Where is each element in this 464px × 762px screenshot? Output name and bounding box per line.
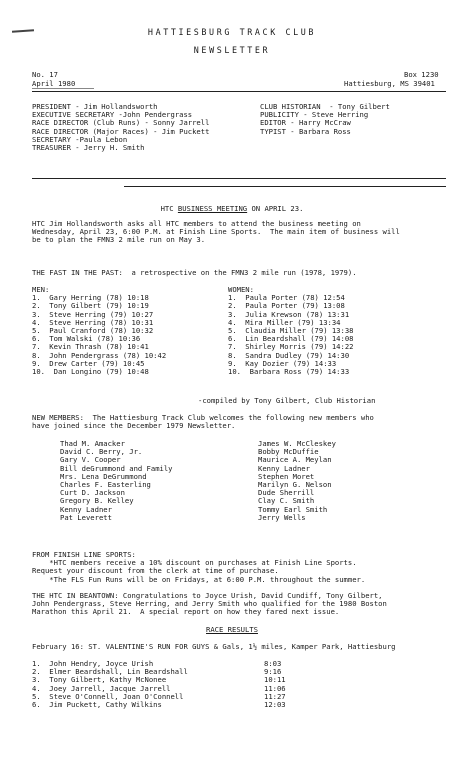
officer-line: TREASURER - Jerry H. Smith: [32, 142, 145, 152]
men-label: MEN:: [32, 285, 50, 294]
race-result-row: 6. Jim Puckett, Cathy Wilkins: [32, 699, 162, 709]
header-rule-bottom: [124, 186, 446, 187]
result-row: 8. Sandra Dudley (79) 14:30: [228, 350, 350, 360]
result-row: 7. Kevin Thrash (78) 10:41: [32, 342, 149, 352]
race-result-row: 4. Joey Jarrell, Jacque Jarrell: [32, 683, 171, 693]
race-result-row: 2. Elmer Beardshall, Lin Beardshall: [32, 667, 188, 677]
issue-date: April 1980: [32, 79, 76, 88]
member-name: David C. Berry, Jr.: [60, 447, 143, 457]
header-rule-top: [32, 91, 446, 92]
member-name: Thad M. Amacker: [60, 439, 125, 448]
officer-line: RACE DIRECTOR (Major Races) - Jim Puckett: [32, 126, 210, 136]
officer-line: EDITOR - Harry McCraw: [260, 118, 351, 128]
officer-line: SECRETARY -Paula Lebon: [32, 134, 128, 144]
result-row: 2. Tony Gilbert (79) 10:19: [32, 301, 149, 311]
member-name: Bobby McDuffie: [258, 447, 319, 457]
header-rule-mid: [32, 178, 446, 179]
officer-line: PRESIDENT - Jim Hollandsworth: [32, 102, 158, 111]
member-name: Stephen Moret: [258, 471, 315, 481]
member-name: Maurice A. Meylan: [258, 455, 332, 465]
fast-past-heading: THE FAST IN THE PAST: a retrospective on the FMN3 2 mile run (1978, 1979).: [32, 268, 357, 277]
race-result-row: 5. Steve O'Connell, Joan O'Connell: [32, 691, 184, 701]
finish-line-section: FROM FINISH LINE SPORTS: *HTC members receive a 10% discount on purchases at Finish Line Sports. Request your discount from the clerk at time of purchase. *The FLS Fun Runs will be on Fridays, at 6:00 P.M. throughout the summer.: [32, 550, 366, 584]
member-name: Clay C. Smith: [258, 496, 315, 506]
po-box: Box 1230: [404, 70, 439, 79]
race-result-row: 3. Tony Gilbert, Kathy McNonee: [32, 675, 167, 685]
member-name: Jerry Wells: [258, 512, 306, 522]
member-name: Gregory B. Kelley: [60, 496, 134, 506]
officer-line: RACE DIRECTOR (Club Runs) - Sonny Jarrell: [32, 118, 210, 128]
race-time: 11:27: [264, 691, 286, 701]
member-name: Curt D. Jackson: [60, 488, 125, 498]
member-name: Kenny Ladner: [258, 463, 310, 473]
member-name: Marilyn G. Nelson: [258, 479, 332, 489]
race-time: 11:06: [264, 683, 286, 693]
historian-credit: -compiled by Tony Gilbert, Club Historian: [198, 396, 376, 405]
issue-number: No. 17: [32, 70, 58, 79]
race-result-row: 1. John Hendry, Joyce Urish: [32, 659, 154, 668]
result-row: 8. John Pendergrass (78) 10:42: [32, 350, 167, 360]
member-name: Bill deGrummond and Family: [60, 463, 173, 473]
race-results-times: [264, 660, 286, 709]
result-row: 10. Dan Longino (79) 10:48: [32, 366, 149, 376]
new-members-intro: NEW MEMBERS: The Hattiesburg Track Club welcomes the following new members who have joined since the December 1979 Newsletter.: [32, 413, 374, 431]
officer-line: EXECUTIVE SECRETARY -John Pendergrass: [32, 110, 193, 120]
race-time: 10:11: [264, 675, 286, 685]
officers-left: [32, 103, 209, 152]
race-line: February 16: ST. VALENTINE'S RUN FOR GUYS & Gals, 1½ miles, Kamper Park, Hattiesburg: [32, 642, 396, 651]
member-name: Kenny Ladner: [60, 504, 112, 514]
finish-line-heading: FROM FINISH LINE SPORTS:: [32, 550, 136, 559]
result-row: 2. Paula Porter (79) 13:08: [228, 301, 345, 311]
result-row: 1. Paula Porter (78) 12:54: [228, 293, 345, 303]
result-row: 4. Steve Herring (78) 10:31: [32, 317, 154, 327]
member-name: Pat Leverett: [60, 512, 112, 522]
race-results-heading: RACE RESULTS: [206, 625, 258, 634]
member-name: Mrs. Lena DeGrummond: [60, 471, 147, 481]
member-name: James W. McCleskey: [258, 439, 336, 448]
result-row: 9. Kay Dozier (79) 14:33: [228, 358, 337, 368]
result-row: 3. Julia Krewson (78) 13:31: [228, 309, 350, 319]
result-row: 1. Gary Herring (78) 10:18: [32, 293, 149, 303]
new-members-right: [258, 440, 336, 522]
business-heading-underlined: BUSINESS MEETING: [177, 204, 248, 213]
race-time: 8:03: [264, 659, 282, 668]
business-heading: HTC BUSINESS MEETING ON APRIL 23.: [160, 204, 304, 213]
result-row: 9. Drew Carter (79) 10:45: [32, 358, 145, 368]
masthead-subtitle: NEWSLETTER: [193, 45, 271, 55]
member-name: Tommy Earl Smith: [258, 504, 328, 514]
women-label: WOMEN:: [228, 285, 254, 294]
result-row: 7. Shirley Morris (79) 14:22: [228, 342, 354, 352]
member-name: Gary V. Cooper: [60, 455, 121, 465]
masthead-title: HATTIESBURG TRACK CLUB: [147, 27, 317, 37]
officer-line: PUBLICITY - Steve Herring: [260, 110, 369, 120]
race-results-names: [32, 660, 188, 709]
result-row: 4. Mira Miller (79) 13:34: [228, 317, 341, 327]
officer-line: TYPIST - Barbara Ross: [260, 126, 351, 136]
race-time: 12:03: [264, 699, 286, 709]
officers-right: [260, 103, 390, 136]
result-row: 3. Steve Herring (79) 10:27: [32, 309, 154, 319]
member-name: Dude Sherrill: [258, 488, 315, 498]
result-row: 6. Tom Walski (78) 10:36: [32, 334, 141, 344]
women-results: [228, 286, 354, 376]
beantown-section: THE HTC IN BEANTOWN: Congratulations to Joyce Urish, David Cundiff, Tony Gilbert, John Pendergrass, Steve Herring, and Jerry Smith who qualified for the 1980 Boston Marathon this April 21. A special report on how they fared next issue.: [32, 591, 387, 617]
member-name: Charles F. Easterling: [60, 479, 151, 489]
city-address: Hattiesburg, MS 39401: [344, 79, 435, 88]
business-paragraph: HTC Jim Hollandsworth asks all HTC members to attend the business meeting on Wednesday, April 23, 6:00 P.M. at Finish Line Sports. The main item of business will be to plan the FMN3 2 mile run on May 3.: [32, 219, 400, 245]
men-results: [32, 286, 166, 376]
race-time: 9:16: [264, 667, 282, 677]
result-row: 5. Claudia Miller (79) 13:38: [228, 325, 354, 335]
result-row: 6. Lin Beardshall (79) 14:08: [228, 334, 354, 344]
officer-line: CLUB HISTORIAN - Tony Gilbert: [260, 102, 390, 111]
new-members-left: [60, 440, 173, 522]
result-row: 10. Barbara Ross (79) 14:33: [228, 366, 350, 376]
date-underline: [32, 88, 94, 89]
result-row: 5. Paul Cranford (78) 10:32: [32, 325, 154, 335]
